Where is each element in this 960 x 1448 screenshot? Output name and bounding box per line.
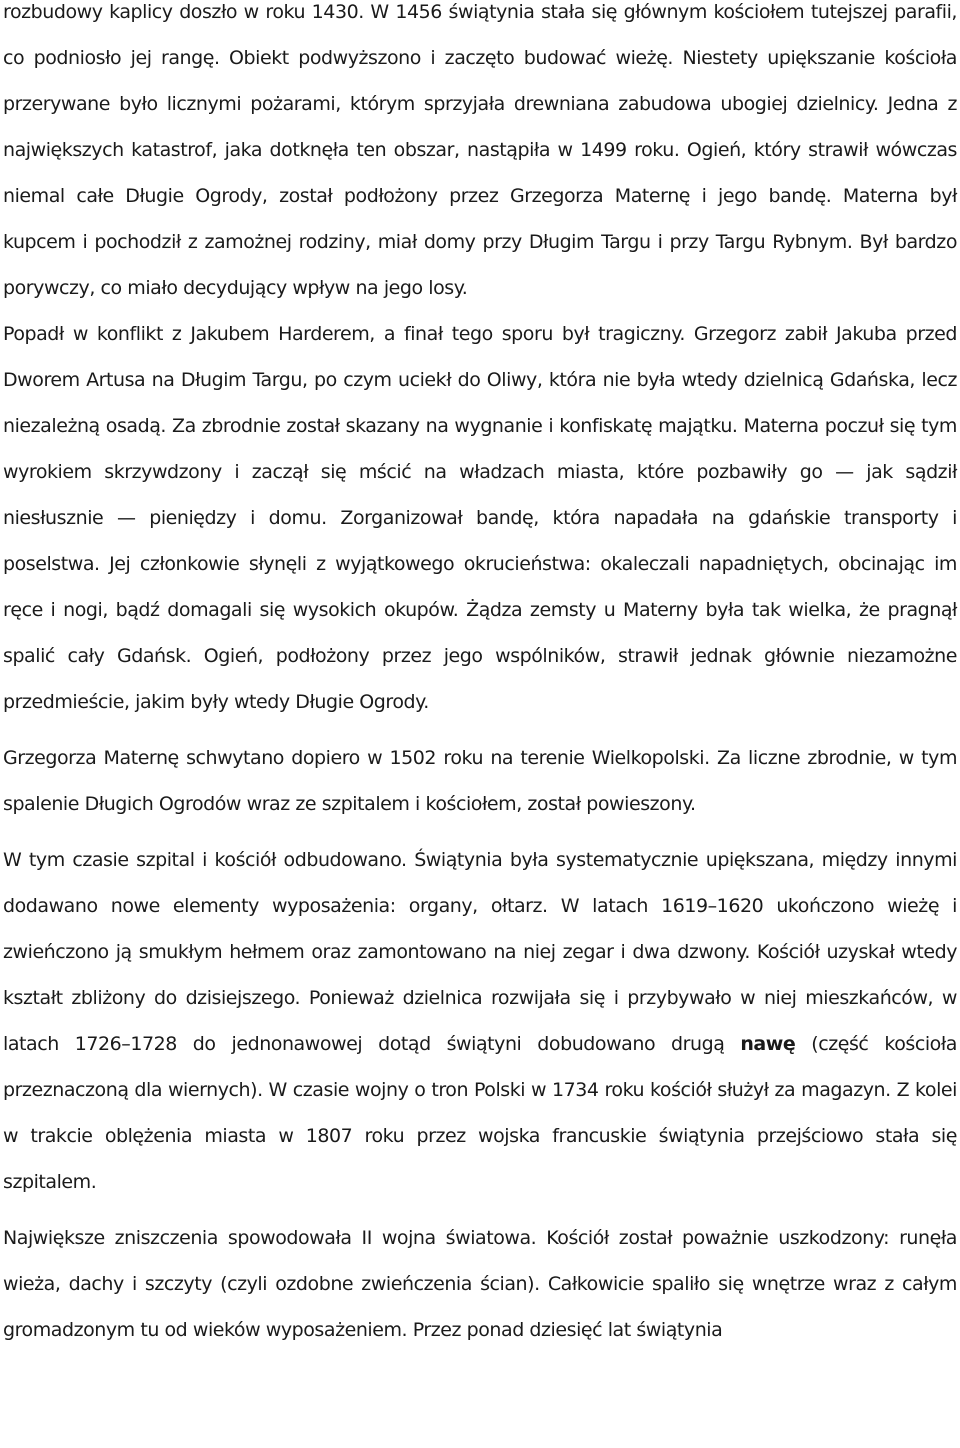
paragraph-1 (3, 0, 957, 311)
paragraph-4-text-after: (część kościoła przeznaczoną dla wiernych). W czasie wojny o tron Polski w 1734 roku kościół służył za magazyn. Z kolei w trakcie oblężenia miasta w 1807 roku przez wojska francuskie świątynia przejściowo stała się szpitalem. (3, 1033, 957, 1193)
paragraph-3-text: Grzegorza Maternę schwytano dopiero w 1502 roku na terenie Wielkopolski. Za liczne zbrodnie, w tym spalenie Długich Ogrodów wraz ze szpitalem i kościołem, został powieszony. (3, 747, 957, 815)
document-page (3, 0, 957, 1353)
paragraph-5-text: Największe zniszczenia spowodowała II wojna światowa. Kościół został poważnie uszkodzony: runęła wieża, dachy i szczyty (czyli ozdobne zwieńczenia ścian). Całkowicie spaliło się wnętrze wraz z całym gromadzonym tu od wieków wyposażeniem. Przez ponad dziesięć lat świątynia (3, 1227, 957, 1341)
paragraph-4-text-before: W tym czasie szpital i kościół odbudowano. Świątynia była systematycznie upiększana, między innymi dodawano nowe elementy wyposażenia: organy, ołtarz. W latach 1619–1620 ukończono wieżę i zwieńczono ją smukłym hełmem oraz zamontowano na niej zegar i dwa dzwony. Kościół uzyskał wtedy kształt zbliżony do dzisiejszego. Ponieważ dzielnica rozwijała się i przybywało w niej mieszkańców, w latach 1726–1728 do jednonawowej dotąd świątyni dobudowano drugą (3, 849, 957, 1055)
paragraph-2-text: Popadł w konflikt z Jakubem Harderem, a finał tego sporu był tragiczny. Grzegorz zabił Jakuba przed Dworem Artusa na Długim Targu, po czym uciekł do Oliwy, która nie była wtedy dzielnicą Gdańska, lecz niezależną osadą. Za zbrodnie został skazany na wygnanie i konfiskatę majątku. Materna poczuł się tym wyrokiem skrzywdzony i zaczął się mścić na władzach miasta, które pozbawiły go — jak sądził niesłusznie — pieniędzy i domu. Zorganizował bandę, która napadała na gdańskie transporty i poselstwa. Jej członkowie słynęli z wyjątkowego okrucieństwa: okaleczali napadniętych, obcinając im ręce i nogi, bądź domagali się wysokich okupów. Żądza zemsty u Materny była tak wielka, że pragnął spalić cały Gdańsk. Ogień, podłożony przez jego wspólników, strawił jednak głównie niezamożne przedmieście, jakim były wtedy Długie Ogrody. (3, 323, 957, 713)
paragraph-5 (3, 1215, 957, 1353)
paragraph-4-bold-term: nawę (740, 1033, 796, 1055)
paragraph-3 (3, 735, 957, 827)
paragraph-1-text: rozbudowy kaplicy doszło w roku 1430. W 1456 świątynia stała się głównym kościołem tutejszej parafii, co podniosło jej rangę. Obiekt podwyższono i zaczęto budować wieżę. Niestety upiększanie kościoła przerywane było licznymi pożarami, którym sprzyjała drewniana zabudowa ubogiej dzielnicy. Jedna z największych katastrof, jaka dotknęła ten obszar, nastąpiła w 1499 roku. Ogień, który strawił wówczas niemal całe Długie Ogrody, został podłożony przez Grzegorza Maternę i jego bandę. Materna był kupcem i pochodził z zamożnej rodziny, miał domy przy Długim Targu i przy Targu Rybnym. Był bardzo porywczy, co miało decydujący wpływ na jego losy. (3, 1, 957, 299)
paragraph-4 (3, 837, 957, 1205)
paragraph-2 (3, 311, 957, 725)
